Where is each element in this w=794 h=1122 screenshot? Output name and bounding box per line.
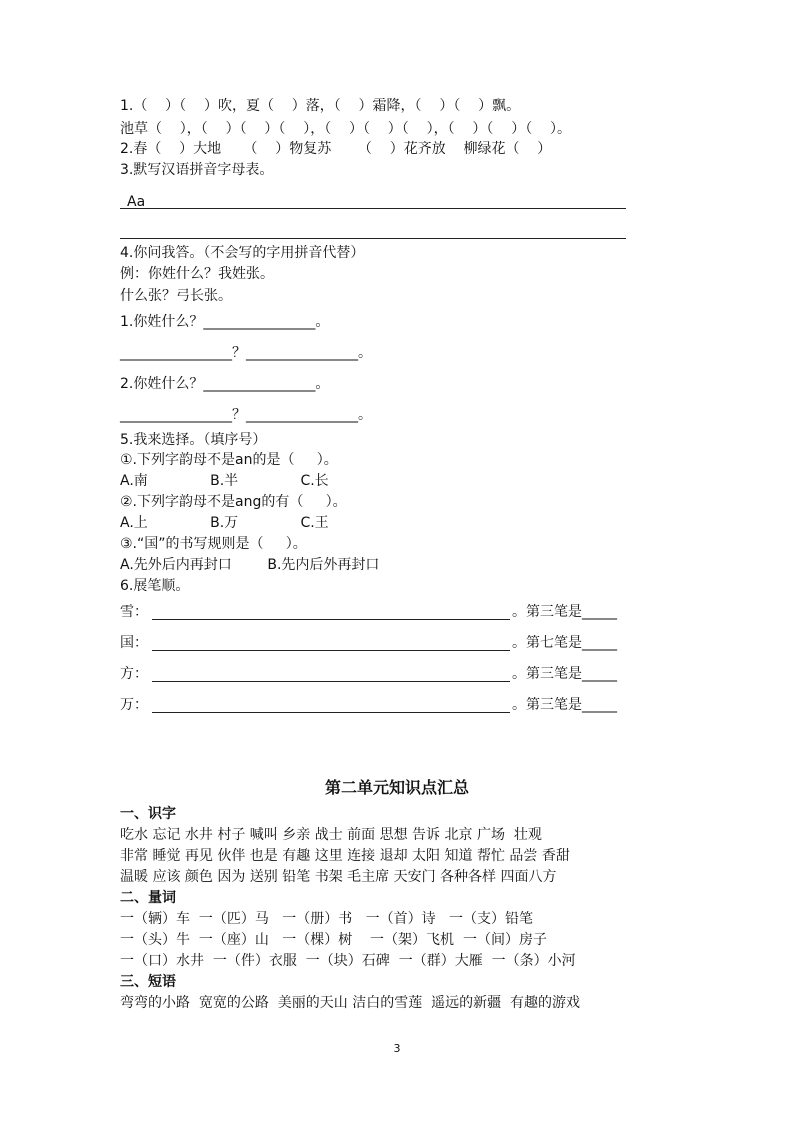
question-5-sub-1: ①.下列字韵母不是an的是（ ）。 [120, 452, 338, 468]
question-2-line: 2.春（ ）大地 （ ）物复苏 （ ）花齐放 柳绿花（ ） [120, 141, 552, 157]
alphabet-writing-line-2 [120, 238, 626, 239]
question-4-item-1: 1.你姓什么？________________。 [120, 314, 330, 330]
stroke-row-line [152, 712, 510, 713]
summary-title: 第二单元知识点汇总 [324, 778, 469, 797]
question-4-title: 4.你问我答。（不会写的字用拼音代替） [120, 245, 365, 261]
question-5-title: 5.我来选择。（填序号） [120, 432, 267, 448]
question-1-line-1: 1.（ ）（ ）吹，夏（ ）落，（ ）霜降，（ ）（ ）飘。 [120, 98, 521, 114]
stroke-row-char: 方： [120, 666, 148, 682]
section-heading-measure-words: 二、量词 [120, 890, 176, 906]
question-3-title: 3.默写汉语拼音字母表。 [120, 162, 274, 178]
measure-words-line: 一（口）水井 一（件）衣服 一（块）石碑 一（群）大雁 一（条）小河 [120, 953, 576, 969]
alphabet-writing-line-1 [120, 208, 626, 209]
alphabet-start: Aa [127, 194, 146, 210]
literacy-words-line: 吃水 忘记 水井 村子 喊叫 乡亲 战士 前面 思想 告诉 北京 广场 壮观 [120, 827, 542, 843]
stroke-row-tail: 。第三笔是_____ [512, 604, 617, 620]
question-4-item-1-answer: ________________？________________。 [120, 345, 372, 361]
stroke-row-char: 雪： [120, 604, 148, 620]
measure-words-line: 一（头）牛 一（座）山 一（棵）树 一（架）飞机 一（间）房子 [120, 932, 547, 948]
literacy-words-line: 非常 睡觉 再见 伙伴 也是 有趣 这里 连接 退却 太阳 知道 帮忙 品尝 香甜 [120, 848, 570, 864]
section-heading-literacy: 一、识字 [120, 806, 176, 822]
question-4-item-2-answer: ________________？________________。 [120, 407, 372, 423]
phrases-line: 弯弯的小路 宽宽的公路 美丽的天山 洁白的雪莲 遥远的新疆 有趣的游戏 [120, 995, 581, 1011]
stroke-row-tail: 。第七笔是_____ [512, 635, 617, 651]
stroke-row-line [152, 619, 510, 620]
section-heading-phrases: 三、短语 [120, 974, 176, 990]
question-6-title: 6.展笔顺。 [120, 578, 190, 594]
question-5-sub-2-options: A.上 B.万 C.王 [120, 515, 329, 531]
question-5-sub-3-options: A.先外后内再封口 B.先内后外再封口 [120, 557, 380, 573]
question-5-sub-2: ②.下列字韵母不是ang的有（ ）。 [120, 494, 347, 510]
question-4-example-1: 例：你姓什么？我姓张。 [120, 266, 274, 282]
literacy-words-line: 温暖 应该 颜色 因为 送别 铅笔 书架 毛主席 天安门 各种各样 四面八方 [120, 869, 557, 885]
question-1-line-2: 池草（ ），（ ）（ ）（ ），（ ）（ ）（ ），（ ）（ ）（ ）。 [120, 121, 572, 137]
question-4-example-2: 什么张？弓长张。 [120, 288, 232, 304]
question-5-sub-1-options: A.南 B.半 C.长 [120, 473, 329, 489]
stroke-row-tail: 。第三笔是_____ [512, 666, 617, 682]
stroke-row-tail: 。第三笔是_____ [512, 697, 617, 713]
stroke-row-line [152, 650, 510, 651]
stroke-row-char: 国： [120, 635, 148, 651]
question-4-item-2: 2.你姓什么？________________。 [120, 376, 330, 392]
stroke-row-line [152, 681, 510, 682]
page-number: 3 [393, 1042, 401, 1055]
stroke-row-char: 万： [120, 697, 148, 713]
measure-words-line: 一（辆）车 一（匹）马 一（册）书 一（首）诗 一（支）铅笔 [120, 911, 533, 927]
question-5-sub-3: ③.“国”的书写规则是（ ）。 [120, 536, 307, 552]
